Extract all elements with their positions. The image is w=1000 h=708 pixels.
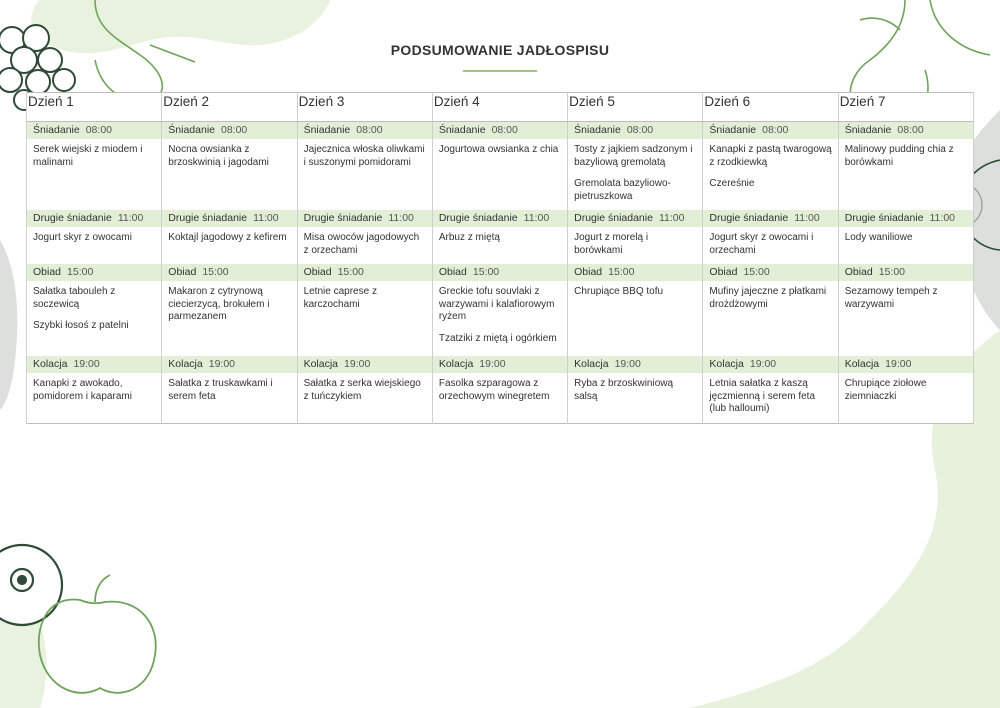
meal-band-row	[27, 210, 974, 227]
title-underline	[463, 70, 537, 72]
meal-label	[27, 210, 162, 227]
dish-item: Jogurt skyr z owocami i orzechami	[709, 232, 814, 256]
meal-time: 15:00	[743, 266, 770, 278]
dish-cell	[703, 281, 838, 356]
meal-time: 08:00	[491, 124, 518, 136]
meal-label	[838, 356, 973, 373]
meal-time: 15:00	[337, 266, 364, 278]
meal-time: 11:00	[117, 212, 144, 224]
dish-item: Lody waniliowe	[844, 232, 913, 243]
meal-name: Kolacja	[438, 358, 474, 370]
dish-row	[27, 373, 974, 423]
dish-cell	[432, 373, 567, 423]
meal-time: 08:00	[221, 124, 248, 136]
day-header: Dzień 2	[162, 93, 297, 122]
meal-time: 19:00	[344, 358, 371, 370]
dish-cell	[838, 373, 973, 423]
meal-label	[568, 264, 703, 281]
dish-item: Szybki łosoś z patelni	[33, 320, 129, 331]
dish-item: Koktajl jagodowy z kefirem	[168, 232, 287, 243]
day-header: Dzień 5	[568, 93, 703, 122]
dish-cell	[568, 227, 703, 264]
dish-cell	[838, 139, 973, 210]
meal-label	[838, 210, 973, 227]
dish-item: Makaron z cytrynową ciecierzycą, brokułem i parmezanem	[168, 286, 270, 322]
meal-label	[432, 122, 567, 140]
meal-name: Śniadanie	[844, 124, 892, 136]
dish-item: Tzatziki z miętą i ogórkiem	[438, 332, 557, 344]
dish-cell	[703, 227, 838, 264]
dish-cell	[27, 139, 162, 210]
meal-label	[297, 356, 432, 373]
dish-item: Fasolka szparagowa z orzechowym winegretem	[438, 378, 550, 402]
meal-name: Kolacja	[168, 358, 203, 370]
meal-name: Drugie śniadanie	[303, 212, 383, 224]
dish-cell	[432, 139, 567, 210]
dish-cell	[568, 373, 703, 423]
meal-name: Śniadanie	[168, 124, 215, 136]
dish-item: Nocna owsianka z brzoskwinią i jagodami	[168, 144, 269, 168]
dish-cell	[162, 227, 297, 264]
dish-cell	[432, 227, 567, 264]
meal-time: 19:00	[749, 358, 777, 370]
dish-item: Sałatka z serka wiejskiego z tuńczykiem	[303, 378, 421, 402]
dish-cell	[162, 373, 297, 423]
meal-name: Obiad	[438, 266, 467, 278]
dish-item: Gremolata bazyliowo-pietruszkowa	[574, 178, 671, 202]
meal-label	[27, 356, 162, 373]
meal-time: 19:00	[73, 358, 100, 370]
meal-name: Obiad	[574, 266, 603, 278]
meal-label	[838, 264, 973, 281]
dish-item: Greckie tofu souvlaki z warzywami i kalafiorowym ryżem	[438, 286, 555, 322]
meal-name: Drugie śniadanie	[438, 212, 518, 224]
dish-item: Arbuz z miętą	[438, 232, 500, 243]
kiwi-icon	[0, 545, 62, 625]
meal-time: 15:00	[608, 266, 635, 278]
meal-name: Kolacja	[303, 358, 339, 370]
meal-time: 08:00	[626, 124, 654, 136]
day-header: Dzień 3	[297, 93, 432, 122]
dish-row	[27, 281, 974, 356]
dish-item: Jajecznica włoska oliwkami i suszonymi pomidorami	[303, 144, 425, 168]
meal-name: Śniadanie	[33, 124, 80, 136]
meal-time: 15:00	[472, 266, 500, 278]
meal-time: 08:00	[356, 124, 383, 136]
dish-cell	[568, 139, 703, 210]
dish-row	[27, 227, 974, 264]
meal-label	[297, 264, 432, 281]
day-header: Dzień 6	[703, 93, 838, 122]
meal-name: Drugie śniadanie	[709, 212, 789, 224]
dish-item: Serek wiejski z miodem i malinami	[33, 144, 143, 168]
meal-time: 19:00	[479, 358, 506, 370]
dish-cell	[27, 227, 162, 264]
dish-cell	[838, 227, 973, 264]
meal-label	[838, 122, 973, 140]
dish-cell	[838, 281, 973, 356]
meal-name: Śniadanie	[303, 124, 351, 136]
meal-label	[703, 264, 838, 281]
meal-plan-table	[26, 92, 974, 424]
dish-cell	[162, 281, 297, 356]
meal-name: Drugie śniadanie	[574, 212, 653, 224]
meal-label	[162, 210, 297, 227]
dish-item: Jogurtowa owsianka z chia	[438, 144, 559, 155]
dish-cell	[27, 373, 162, 423]
meal-time: 11:00	[388, 212, 414, 224]
dish-cell	[297, 281, 432, 356]
meal-label	[162, 264, 297, 281]
meal-label	[27, 264, 162, 281]
meal-name: Drugie śniadanie	[844, 212, 924, 224]
meal-label	[703, 122, 838, 140]
meal-label	[297, 122, 432, 140]
meal-label	[432, 356, 567, 373]
meal-time: 08:00	[85, 124, 112, 136]
day-header-row	[27, 93, 974, 122]
dish-item: Ryba z brzoskwiniową salsą	[574, 378, 674, 402]
meal-time: 11:00	[523, 212, 550, 224]
meal-label	[568, 356, 703, 373]
dish-cell	[297, 227, 432, 264]
dish-item: Jogurt skyr z owocami	[33, 232, 132, 243]
dish-item: Tosty z jajkiem sadzonym i bazyliową gremolatą	[574, 144, 693, 168]
dish-item: Malinowy pudding chia z borówkami	[844, 144, 954, 168]
dish-item: Chrupiące ziołowe ziemniaczki	[844, 378, 927, 402]
meal-time: 15:00	[878, 266, 905, 278]
meal-name: Kolacja	[709, 358, 744, 370]
dish-item: Sałatka z truskawkami i serem feta	[168, 378, 273, 402]
meal-time: 11:00	[253, 212, 279, 224]
meal-time: 11:00	[794, 212, 820, 224]
meal-band-row	[27, 356, 974, 373]
dish-cell	[568, 281, 703, 356]
dish-cell	[703, 373, 838, 423]
dish-cell	[27, 281, 162, 356]
left-gray-blob	[0, 240, 17, 410]
meal-time: 11:00	[658, 212, 685, 224]
dish-item: Sezamowy tempeh z warzywami	[844, 286, 938, 310]
meal-time: 19:00	[885, 358, 912, 370]
meal-label	[432, 210, 567, 227]
meal-time: 15:00	[202, 266, 229, 278]
meal-label	[27, 122, 162, 140]
page-title: PODSUMOWANIE JADŁOSPISU	[390, 42, 610, 58]
meal-band-row	[27, 122, 974, 140]
meal-band-row	[27, 264, 974, 281]
dish-cell	[297, 373, 432, 423]
meal-label	[432, 264, 567, 281]
meal-name: Obiad	[33, 266, 62, 278]
meal-name: Obiad	[844, 266, 873, 278]
meal-time: 08:00	[762, 124, 789, 136]
dish-item: Misa owoców jagodowych z orzechami	[303, 232, 420, 256]
meal-name: Obiad	[168, 266, 197, 278]
meal-name: Obiad	[303, 266, 332, 278]
day-header: Dzień 7	[838, 93, 973, 122]
meal-label	[568, 210, 703, 227]
meal-name: Kolacja	[33, 358, 68, 370]
meal-name: Kolacja	[844, 358, 880, 370]
dish-item: Czereśnie	[709, 178, 755, 189]
meal-name: Śniadanie	[438, 124, 486, 136]
dish-item: Chrupiące BBQ tofu	[574, 286, 664, 297]
dish-item: Kanapki z awokado, pomidorem i kaparami	[33, 378, 132, 402]
dish-cell	[297, 139, 432, 210]
dish-item: Sałatka tabouleh z soczewicą	[33, 286, 116, 310]
meal-label	[568, 122, 703, 140]
meal-name: Śniadanie	[709, 124, 757, 136]
dish-cell	[162, 139, 297, 210]
meal-label	[162, 122, 297, 140]
meal-label	[703, 356, 838, 373]
meal-name: Obiad	[709, 266, 738, 278]
dish-item: Mufiny jajeczne z płatkami drożdżowymi	[709, 286, 827, 310]
day-header: Dzień 1	[27, 93, 162, 122]
meal-label	[703, 210, 838, 227]
dish-row	[27, 139, 974, 210]
meal-time: 08:00	[897, 124, 924, 136]
day-header: Dzień 4	[432, 93, 567, 122]
dish-item: Kanapki z pastą twarogową z rzodkiewką	[709, 144, 832, 168]
dish-item: Letnia sałatka z kaszą jęczmienną i serem feta (lub halloumi)	[709, 378, 816, 414]
dish-item: Jogurt z morelą i borówkami	[574, 232, 649, 256]
meal-time: 19:00	[614, 358, 641, 370]
meal-name: Śniadanie	[574, 124, 621, 136]
meal-name: Drugie śniadanie	[168, 212, 248, 224]
dish-cell	[432, 281, 567, 356]
meal-time: 11:00	[929, 212, 955, 224]
meal-name: Drugie śniadanie	[33, 212, 112, 224]
meal-name: Kolacja	[574, 358, 609, 370]
meal-time: 19:00	[208, 358, 236, 370]
dish-cell	[703, 139, 838, 210]
dish-item: Letnie caprese z karczochami	[303, 286, 377, 310]
meal-time: 15:00	[67, 266, 94, 278]
meal-label	[297, 210, 432, 227]
meal-label	[162, 356, 297, 373]
